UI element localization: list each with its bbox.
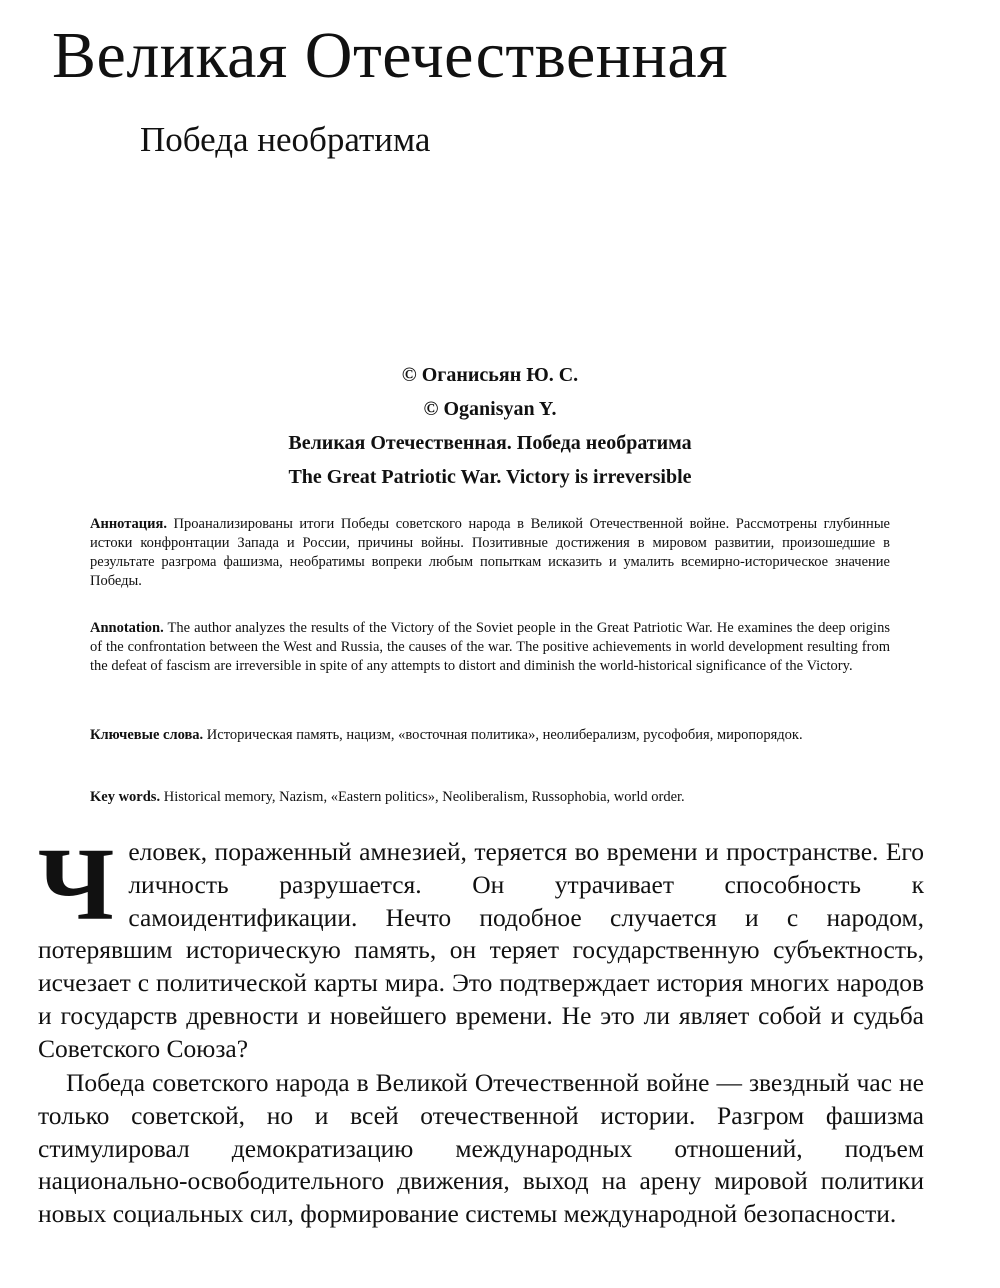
body-paragraph-1 xyxy=(38,827,924,1066)
abstract-ru-label: Аннотация. xyxy=(90,516,167,532)
title-en: The Great Patriotic War. Victory is irreversible xyxy=(288,466,692,488)
keywords-ru-text: Историческая память, нацизм, «восточная политика», неолиберализм, русофобия, миропорядок. xyxy=(206,727,803,743)
body-paragraph-1-text: еловек, пораженный амнезией, теряется во времени и пространстве. Его личность разрушается. Он утрачивает способность к самоидентификации. Нечто подобное случается и с народом, потерявшим историческую память, он теряет государственную субъектность, исчезает с политической карты мира. Это подтверждает история многих народов и государств древности и новейшего времени. Не это ли являет собой и судьба Советского Союза? xyxy=(38,837,924,1063)
article-title: Великая Отечественная xyxy=(52,19,729,92)
keywords-en-label: Key words. xyxy=(90,789,161,805)
keywords-ru xyxy=(90,726,890,745)
keywords-ru-label: Ключевые слова. xyxy=(90,727,204,743)
keywords-en xyxy=(90,788,890,807)
author-ru: © Оганисьян Ю. С. xyxy=(401,364,579,386)
abstract-ru-text: Проанализированы итоги Победы советского народа в Великой Отечественной войне. Рассмотрены глубинные истоки конфронтации Запада и России, причины войны. Позитивные достижения в мировом развитии, произошедшие в результате разгрома фашизма, необратимы вопреки любым попыткам исказить и умалить всемирно-историческое значение Победы. xyxy=(90,516,890,589)
abstract-en xyxy=(90,619,890,676)
article-subtitle: Победа необратима xyxy=(140,120,431,159)
keywords-en-text: Historical memory, Nazism, «Eastern politics», Neoliberalism, Russophobia, world order. xyxy=(163,789,685,805)
body-paragraph-2: Победа советского народа в Великой Отечественной войне — звездный час не только советской, но и всей отечественной истории. Разгром фашизма стимулировал демократизацию международных отношений, подъем национально-освободительного движения, выход на арену мировой политики новых социальных сил, формирование системы международной безопасности. xyxy=(38,1068,924,1229)
article-meta xyxy=(90,358,890,494)
title-ru: Великая Отечественная. Победа необратима xyxy=(288,432,692,454)
abstract-en-text: The author analyzes the results of the Victory of the Soviet people in the Great Patriotic War. He examines the deep origins of the confrontation between the West and Russia, the causes of the war. The positive achievements in world development resulting from the defeat of fascism are irreversible in spite of any attempts to distort and diminish the world-historical significance of the Victory. xyxy=(90,620,890,674)
drop-cap: Ч xyxy=(38,827,115,942)
abstract-en-label: Annotation. xyxy=(90,620,164,636)
author-en: © Oganisyan Y. xyxy=(423,398,557,420)
abstract-ru xyxy=(90,515,890,591)
